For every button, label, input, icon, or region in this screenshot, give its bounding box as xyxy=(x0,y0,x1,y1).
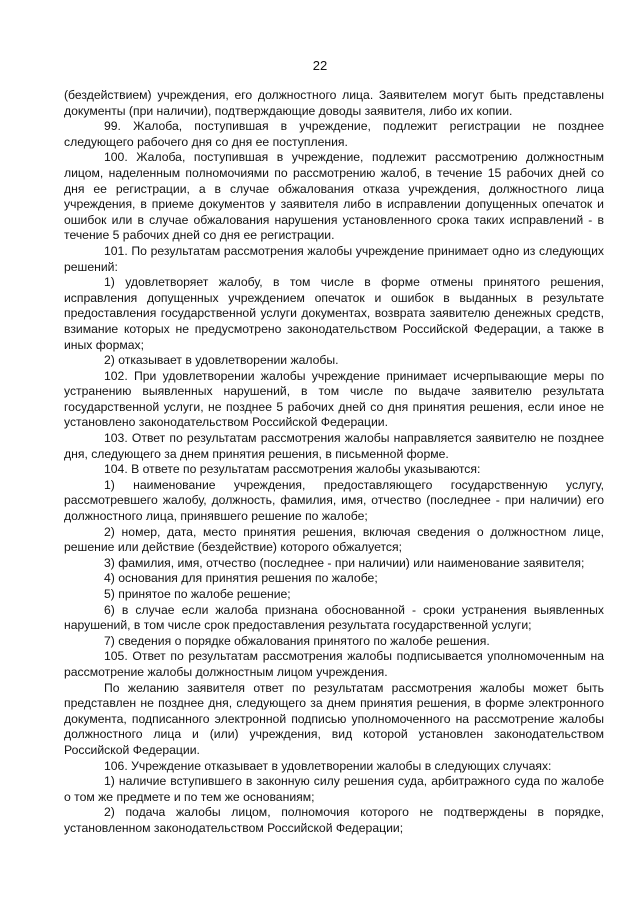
paragraph: 2) номер, дата, место принятия решения, включая сведения о должностном лице, решение или действие (бездействие) которого обжалуется; xyxy=(64,524,604,555)
paragraph: 1) наименование учреждения, предоставляющего государственную услугу, рассмотревшего жалобу, должность, фамилия, имя, отчество (последнее - при наличии) его должностного лица, принявшего решение по жалобе; xyxy=(64,477,604,524)
paragraph: 6) в случае если жалоба признана обоснованной - сроки устранения выявленных нарушений, в том числе срок предоставления результата государственной услуги; xyxy=(64,602,604,633)
paragraph: 5) принятое по жалобе решение; xyxy=(104,587,291,601)
paragraph: 104. В ответе по результатам рассмотрения жалобы указываются: xyxy=(104,462,481,477)
paragraph: 103. Ответ по результатам рассмотрения жалобы направляется заявителю не позднее дня, следующего за днем принятия решения, в письменной форме. xyxy=(64,431,604,461)
paragraph: 1) удовлетворяет жалобу, в том числе в форме отмены принятого решения, исправления допущенных учреждением опечаток и ошибок в выданных в результате предоставления государственной услуги документах, возврата заявителю денежных средств, взимание которых не предусмотрено законодательством Российской Федерации, а также в иных формах; xyxy=(64,275,604,352)
paragraph: 99. Жалоба, поступившая в учреждение, подлежит регистрации не позднее следующего рабочего дня со дня ее поступления. xyxy=(64,119,604,149)
page-number: 22 xyxy=(312,58,328,73)
paragraph: По желанию заявителя ответ по результатам рассмотрения жалобы может быть представлен не позднее дня, следующего за днем принятия решения, в форме электронного документа, подписанного электронной подписью уполномоченного на рассмотрение жалобы должностного лица и (или) учреждения, вид которой установлен законодательством Российской Федерации. xyxy=(64,680,604,757)
paragraph: 102. При удовлетворении жалобы учреждение принимает исчерпывающие меры по устранению выявленных нарушений, в том числе по выдаче заявителю результата государственной услуги, не позднее 5 рабочих дней со дня принятия решения, если иное не установлено законодательством Российской Федерации. xyxy=(64,368,604,430)
paragraph: 2) подача жалобы лицом, полномочия которого не подтверждены в порядке, установленном законодательством Российской Федерации; xyxy=(64,805,604,835)
paragraph: 3) фамилия, имя, отчество (последнее - при наличии) или наименование заявителя; xyxy=(104,555,585,570)
paragraph: 2) отказывает в удовлетворении жалобы. xyxy=(104,353,339,368)
paragraph: 4) основания для принятия решения по жалобе; xyxy=(104,571,378,586)
paragraph: 101. По результатам рассмотрения жалобы учреждение принимает одно из следующих решений: xyxy=(64,243,604,274)
document-body xyxy=(64,88,604,837)
paragraph: (бездействием) учреждения, его должностного лица. Заявителем могут быть представлены документы (при наличии), подтверждающие доводы заявителя, либо их копии. xyxy=(64,88,604,118)
paragraph: 100. Жалоба, поступившая в учреждение, подлежит рассмотрению должностным лицом, наделенным полномочиями по рассмотрению жалоб, в течение 15 рабочих дней со дня ее регистрации, а в случае обжалования отказа учреждения, должностного лица учреждения, в приеме документов у заявителя либо в исправлении допущенных опечаток и ошибок или в случае обжалования нарушения установленного срока таких исправлений - в течение 5 рабочих дней со дня ее регистрации. xyxy=(64,150,604,243)
paragraph: 7) сведения о порядке обжалования принятого по жалобе решения. xyxy=(104,633,490,648)
paragraph: 106. Учреждение отказывает в удовлетворении жалобы в следующих случаях: xyxy=(104,758,552,773)
paragraph: 1) наличие вступившего в законную силу решения суда, арбитражного суда по жалобе о том же предмете и по тем же основаниям; xyxy=(64,774,604,804)
paragraph: 105. Ответ по результатам рассмотрения жалобы подписывается уполномоченным на рассмотрение жалобы должностным лицом учреждения. xyxy=(64,649,604,679)
